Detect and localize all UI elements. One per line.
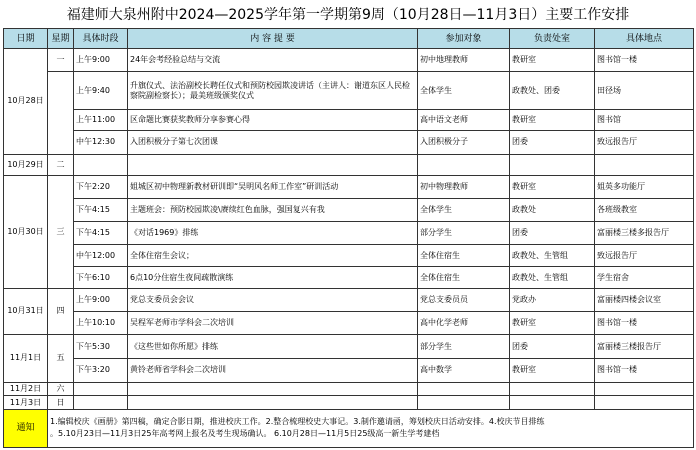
- weekday-cell-empty: [48, 72, 74, 154]
- content-cell: 24年会考经验总结与交流: [128, 49, 418, 72]
- time-cell: 下午2:20: [74, 175, 128, 198]
- time-cell: 中午12:30: [74, 131, 128, 154]
- place-cell: [595, 154, 694, 175]
- table-row: [4, 382, 694, 396]
- time-cell: 上午9:00: [74, 49, 128, 72]
- header-content: 内 容 提 要: [128, 29, 418, 49]
- table-row: [4, 245, 694, 267]
- weekday-cell: 二: [48, 154, 74, 175]
- time-cell: 下午4:15: [74, 222, 128, 245]
- weekday-cell: 五: [48, 335, 74, 382]
- weekday-cell: 一: [48, 49, 74, 72]
- table-header-row: [4, 29, 694, 49]
- place-cell: 富丽楼四楼会议室: [595, 288, 694, 311]
- table-row: [4, 49, 694, 72]
- department-cell: 教研室: [510, 359, 595, 382]
- header-participants: 参加对象: [418, 29, 510, 49]
- place-cell: 姐英多功能厅: [595, 175, 694, 198]
- participants-cell: 初中物理教师: [418, 175, 510, 198]
- table-row: [4, 154, 694, 175]
- table-row: [4, 335, 694, 359]
- header-department: 负责处室: [510, 29, 595, 49]
- table-row: [4, 288, 694, 311]
- content-cell: 区命题比赛获奖教师分享参赛心得: [128, 110, 418, 131]
- participants-cell: [418, 382, 510, 396]
- department-cell: [510, 396, 595, 410]
- weekday-cell: 日: [48, 396, 74, 410]
- participants-cell: 全体学生: [418, 198, 510, 221]
- table-row: [4, 198, 694, 221]
- content-cell: 主题班会：预防校园欺凌\赓续红色血脉，强国复兴有我: [128, 198, 418, 221]
- place-cell: 致远报告厅: [595, 131, 694, 154]
- participants-cell: 部分学生: [418, 335, 510, 359]
- content-cell: 党总支委员会会议: [128, 288, 418, 311]
- participants-cell: 部分学生: [418, 222, 510, 245]
- date-cell: 11月1日: [4, 335, 48, 382]
- participants-cell: 高中数学: [418, 359, 510, 382]
- content-cell: 姐城区初中物理新教材研训即“吴明风名师工作室”研训活动: [128, 175, 418, 198]
- place-cell: 图书馆一楼: [595, 49, 694, 72]
- table-row: [4, 311, 694, 334]
- time-cell: 下午4:15: [74, 198, 128, 221]
- content-cell: [128, 382, 418, 396]
- place-cell: 致远报告厅: [595, 245, 694, 267]
- table-row: [4, 222, 694, 245]
- participants-cell: 全体学生: [418, 72, 510, 110]
- notice-text: [48, 409, 694, 447]
- content-cell: 《这些世如你所愿》排练: [128, 335, 418, 359]
- participants-cell: 党总支委员员: [418, 288, 510, 311]
- content-cell: [128, 396, 418, 410]
- department-cell: [510, 154, 595, 175]
- department-cell: 政教处、团委: [510, 72, 595, 110]
- department-cell: 团委: [510, 131, 595, 154]
- weekday-cell: 三: [48, 175, 74, 288]
- time-cell: 上午11:00: [74, 110, 128, 131]
- time-cell: 上午10:10: [74, 311, 128, 334]
- date-cell: 10月29日: [4, 154, 48, 175]
- content-cell: 吴程军老师市学科会二次培训: [128, 311, 418, 334]
- place-cell: 富丽楼三楼报告厅: [595, 335, 694, 359]
- schedule-table: [3, 28, 694, 448]
- department-cell: 团委: [510, 335, 595, 359]
- department-cell: 教研室: [510, 110, 595, 131]
- content-cell: 《对话1969》排练: [128, 222, 418, 245]
- department-cell: 教研室: [510, 175, 595, 198]
- time-cell: 中午12:00: [74, 245, 128, 267]
- department-cell: 教研室: [510, 311, 595, 334]
- time-cell: [74, 154, 128, 175]
- date-cell: 10月31日: [4, 288, 48, 334]
- table-row: [4, 131, 694, 154]
- content-cell: [128, 154, 418, 175]
- date-cell: 10月28日: [4, 49, 48, 155]
- header-weekday: 星期: [48, 29, 74, 49]
- content-cell: 入团积极分子第七次团课: [128, 131, 418, 154]
- department-cell: 教研室: [510, 49, 595, 72]
- place-cell: 图书馆一楼: [595, 311, 694, 334]
- participants-cell: [418, 396, 510, 410]
- table-row: [4, 72, 694, 110]
- place-cell: 田径场: [595, 72, 694, 110]
- time-cell: 下午5:30: [74, 335, 128, 359]
- table-row: [4, 396, 694, 410]
- place-cell: [595, 382, 694, 396]
- header-place: 具体地点: [595, 29, 694, 49]
- department-cell: 团委: [510, 222, 595, 245]
- notice-label: 通知: [4, 409, 48, 447]
- header-date: 日期: [4, 29, 48, 49]
- table-row: [4, 267, 694, 288]
- time-cell: 上午9:00: [74, 288, 128, 311]
- date-cell: 10月30日: [4, 175, 48, 288]
- department-cell: 政教处、生管组: [510, 245, 595, 267]
- place-cell: 图书馆: [595, 110, 694, 131]
- department-cell: 政教处: [510, 198, 595, 221]
- notice-row: [4, 409, 694, 447]
- table-row: [4, 175, 694, 198]
- content-cell: 全体住宿生会议；: [128, 245, 418, 267]
- weekday-cell: 四: [48, 288, 74, 334]
- content-cell: 升旗仪式、法治副校长聘任仪式和预防校园欺凌讲话（主讲人：谢道东区人民检察院副检察长）；最美班级颁奖仪式: [128, 72, 418, 110]
- place-cell: 各班级教室: [595, 198, 694, 221]
- time-cell: 下午6:10: [74, 267, 128, 288]
- participants-cell: 全体住宿生: [418, 245, 510, 267]
- table-row: [4, 110, 694, 131]
- date-cell: 11月2日: [4, 382, 48, 396]
- table-row: [4, 359, 694, 382]
- content-cell: 黄铃老师省学科会二次培训: [128, 359, 418, 382]
- participants-cell: 初中地理教师: [418, 49, 510, 72]
- notice-line: 1.编辑校庆《画册》第四稿，确定合影日期，推进校庆工作。2.整合梳理校史大事记。3.制作邀请函，筹划校庆日活动安排。4.校庆节目排练: [50, 417, 545, 427]
- page-title: 福建师大泉州附中2024—2025学年第一学期第9周（10月28日—11月3日）主要工作安排: [66, 7, 630, 23]
- time-cell: [74, 382, 128, 396]
- weekday-cell: 六: [48, 382, 74, 396]
- place-cell: 学生宿舍: [595, 267, 694, 288]
- department-cell: 党政办: [510, 288, 595, 311]
- participants-cell: 高中化学老师: [418, 311, 510, 334]
- time-cell: 下午3:20: [74, 359, 128, 382]
- place-cell: [595, 396, 694, 410]
- department-cell: [510, 382, 595, 396]
- department-cell: 政教处、生管组: [510, 267, 595, 288]
- place-cell: 图书馆一楼: [595, 359, 694, 382]
- participants-cell: 入团积极分子: [418, 131, 510, 154]
- content-cell: 6点10分住宿生夜间疏散演练: [128, 267, 418, 288]
- header-time: 具体时段: [74, 29, 128, 49]
- place-cell: 富丽楼三楼多报告厅: [595, 222, 694, 245]
- date-cell: 11月3日: [4, 396, 48, 410]
- time-cell: 上午9:40: [74, 72, 128, 110]
- notice-line: 。5.10月23日—11月3日25年高考网上报名及考生现场确认。 6.10月28日—11月5日25级高一新生学考建档: [50, 429, 440, 439]
- participants-cell: 高中语文老师: [418, 110, 510, 131]
- time-cell: [74, 396, 128, 410]
- participants-cell: 全体住宿生: [418, 267, 510, 288]
- participants-cell: [418, 154, 510, 175]
